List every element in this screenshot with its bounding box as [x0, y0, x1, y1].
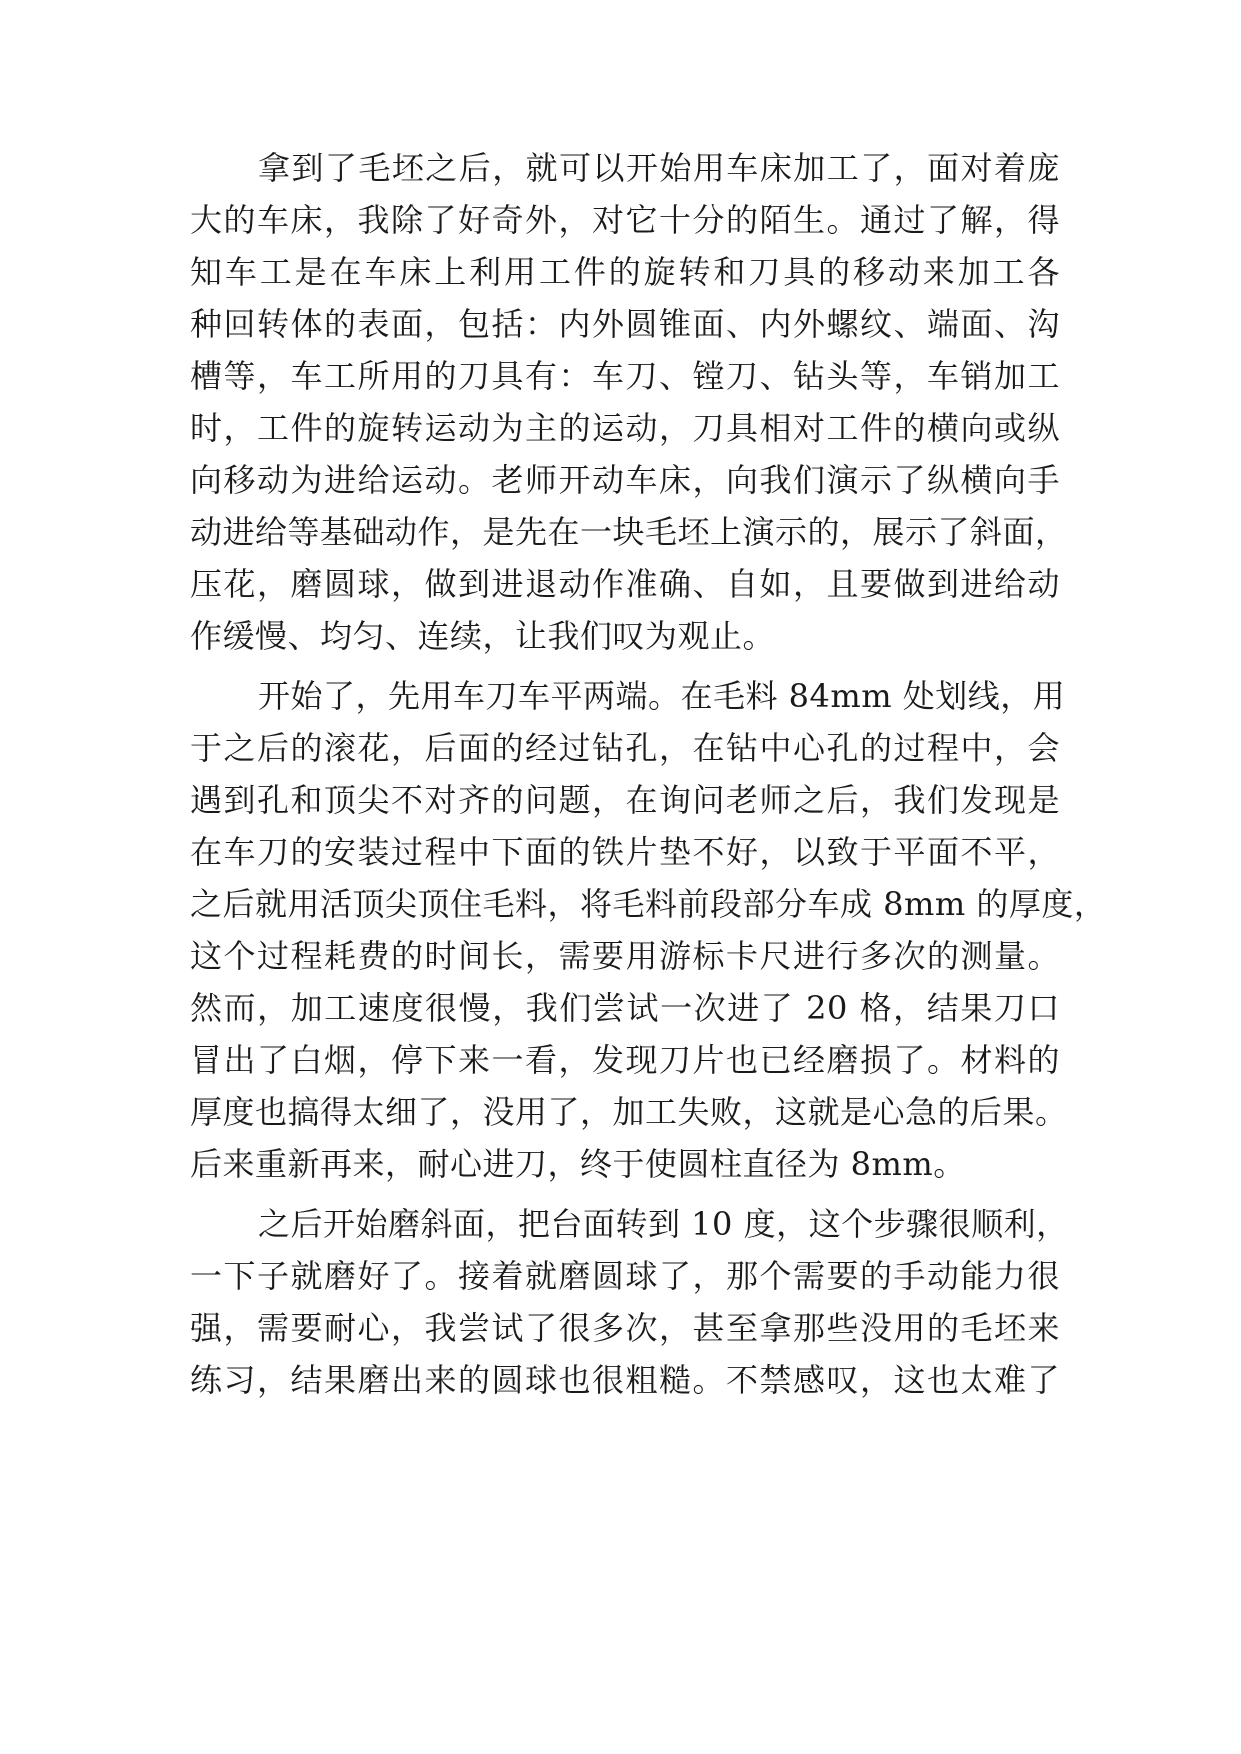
text-line: 于之后的滚花，后面的经过钻孔，在钻中心孔的过程中，会 — [190, 729, 1060, 767]
text-line: 冒出了白烟，停下来一看，发现刀片也已经磨损了。材料的 — [190, 1041, 1060, 1079]
text-line: 后来重新再来，耐心进刀，终于使圆柱直径为 8mm。 — [190, 1145, 966, 1183]
text-line: 作缓慢、均匀、连续，让我们叹为观止。 — [190, 617, 776, 655]
text-line: 厚度也搞得太细了，没用了，加工失败，这就是心急的后果。 — [190, 1093, 1068, 1131]
text-line: 之后就用活顶尖顶住毛料，将毛料前段部分车成 8mm 的厚度， — [190, 885, 1107, 923]
text-line: 大的车床，我除了好奇外，对它十分的陌生。通过了解，得 — [190, 201, 1060, 239]
text-line: 动进给等基础动作，是先在一块毛坯上演示的，展示了斜面， — [190, 513, 1068, 551]
text-line: 然而，加工速度很慢，我们尝试一次进了 20 格，结果刀口 — [190, 989, 1060, 1027]
text-line: 遇到孔和顶尖不对齐的问题，在询问老师之后，我们发现是 — [190, 781, 1060, 819]
text-line: 强，需要耐心，我尝试了很多次，甚至拿那些没用的毛坯来 — [190, 1309, 1060, 1347]
text-line: 这个过程耗费的时间长，需要用游标卡尺进行多次的测量。 — [190, 937, 1060, 975]
text-line: 一下子就磨好了。接着就磨圆球了，那个需要的手动能力很 — [190, 1257, 1060, 1295]
text-line: 时，工件的旋转运动为主的运动，刀具相对工件的横向或纵 — [190, 409, 1060, 447]
text-line: 种回转体的表面，包括：内外圆锥面、内外螺纹、端面、沟 — [190, 305, 1060, 343]
text-line: 压花，磨圆球，做到进退动作准确、自如，且要做到进给动 — [190, 565, 1060, 603]
text-line: 开始了，先用车刀车平两端。在毛料 84mm 处划线，用 — [258, 677, 1066, 715]
text-line: 槽等，车工所用的刀具有：车刀、镗刀、钻头等，车销加工 — [190, 357, 1060, 395]
text-line: 练习，结果磨出来的圆球也很粗糙。不禁感叹，这也太难了 — [190, 1361, 1060, 1399]
text-line: 之后开始磨斜面，把台面转到 10 度，这个步骤很顺利， — [258, 1205, 1069, 1243]
text-line: 在车刀的安装过程中下面的铁片垫不好，以致于平面不平， — [190, 833, 1060, 871]
text-line: 知车工是在车床上利用工件的旋转和刀具的移动来加工各 — [190, 253, 1060, 291]
text-line: 向移动为进给运动。老师开动车床，向我们演示了纵横向手 — [190, 461, 1060, 499]
text-line: 拿到了毛坯之后，就可以开始用车床加工了，面对着庞 — [258, 149, 1060, 187]
